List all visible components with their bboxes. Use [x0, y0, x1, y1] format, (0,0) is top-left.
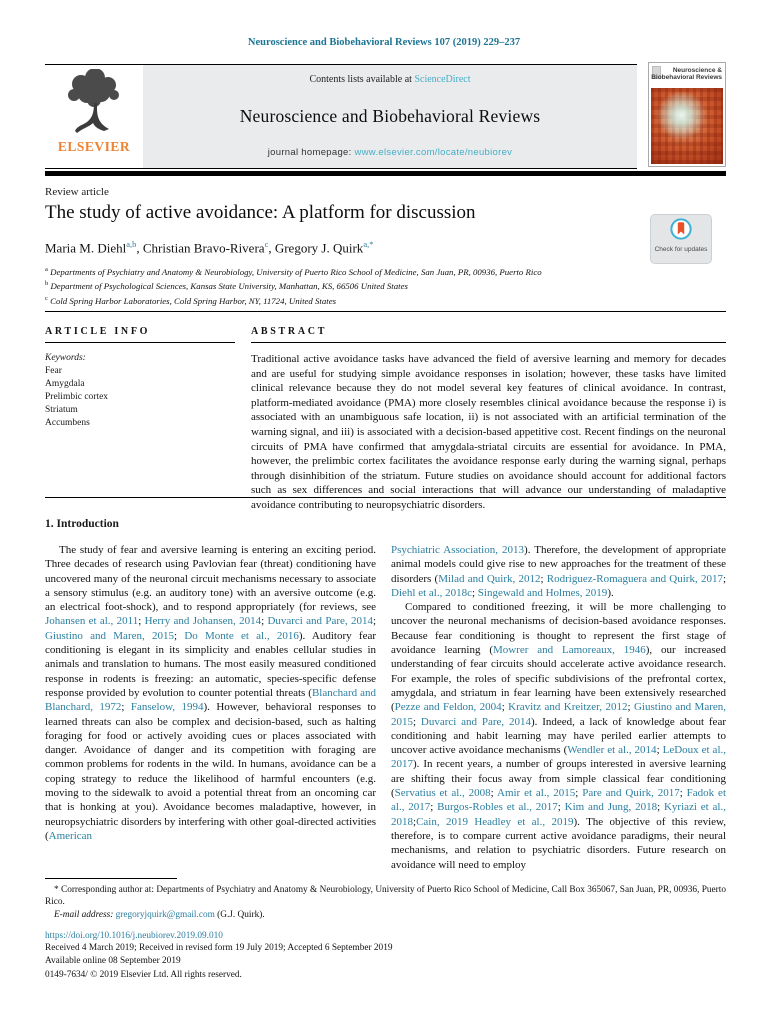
citation-link[interactable]: Pezze and Feldon, 2004 [394, 701, 502, 714]
text-run: ). The objective of this review, therefore, is to compare current active avoidance paradigms, their neural mechanisms, and relation to psychiatric disorders. Future research on avoidance will need to employ [391, 815, 726, 871]
footnote-block [45, 878, 726, 981]
intro-paragraph [391, 543, 726, 600]
author-name[interactable]: Maria M. Diehl [45, 240, 127, 256]
corresponding-author-note: * Corresponding author at: Departments of Psychiatry and Anatomy & Neurobiology, University of Puerto Rico School of Medicine, Call Box 365067, San Juan, PR, 00936, Puerto Rico. [45, 885, 726, 908]
citation-link[interactable]: American [48, 829, 93, 842]
abstract-heading: ABSTRACT [251, 326, 726, 343]
citation-link[interactable]: Giustino and Maren, 2015 [45, 629, 174, 642]
citation-link[interactable]: Mowrer and Lamoreaux, 1946 [493, 644, 646, 657]
sciencedirect-link[interactable]: ScienceDirect [414, 74, 471, 85]
author-affiliation-sup: a,* [363, 239, 374, 249]
citation-link[interactable]: Headley et al., 2019 [474, 815, 574, 828]
text-run: ; [261, 615, 268, 628]
check-for-updates-label: Check for updates [654, 246, 708, 253]
citation-link[interactable]: Wendler et al., 2014 [567, 744, 657, 757]
journal-cover-thumbnail[interactable] [648, 62, 726, 167]
text-run: ; [413, 815, 417, 828]
author-affiliation-sup: a,b [126, 239, 137, 249]
citation-link[interactable]: Fanselow, 1994 [130, 701, 204, 714]
text-run: ). In recent years, a number of groups interested in aversive learning are shifting their focus away from simple classical fear conditioning ( [391, 758, 726, 800]
article-info-heading: ARTICLE INFO [45, 326, 235, 343]
text-run: ; [656, 744, 663, 757]
text-run: ; [430, 801, 438, 814]
citation-link[interactable]: Kyriazi et al., 2018 [391, 801, 726, 828]
text-run: ; [121, 701, 131, 714]
elsevier-wordmark: ELSEVIER [57, 139, 131, 154]
cover-top [649, 63, 725, 88]
text-run: ; [471, 586, 478, 599]
keywords-label: Keywords: [45, 353, 86, 363]
check-for-updates-badge[interactable] [650, 214, 712, 264]
citation-link[interactable]: Cain, 2019 [416, 815, 468, 828]
article-info-column [45, 326, 235, 513]
received-dates: Received 4 March 2019; Received in revised form 19 July 2019; Accepted 6 September 2019 [45, 943, 393, 954]
text-run: ; [557, 801, 565, 814]
text-run: ), our increased understanding of fear circuits should accelerate active avoidance research. For example, the roles of specific subdivisions of the prefrontal cortex, amygdala, and striatum in fear learning have been extensively researched ( [391, 644, 727, 714]
citation-link[interactable]: Giustino and Maren, 2015 [391, 701, 726, 728]
citation-link[interactable]: Fadok et al., 2017 [391, 787, 726, 814]
doi-link[interactable]: https://doi.org/10.1016/j.neubiorev.2019.09.010 [45, 930, 223, 941]
text-run: ; [657, 801, 664, 814]
keyword: Fear [45, 366, 62, 376]
text-run: ; [501, 701, 509, 714]
citation-link[interactable]: LeDoux et al., 2017 [391, 744, 726, 771]
citation-link[interactable]: Burgos-Robles et al., 2017 [437, 801, 558, 814]
citation-link[interactable]: Milad and Quirk, 2012 [438, 572, 541, 585]
email-suffix: (G.J. Quirk). [214, 909, 265, 920]
abstract-column [251, 326, 726, 513]
text-run: ). Therefore, the development of appropriate animal models could give rise to new approaches for the treatment of these disorders ( [391, 544, 726, 585]
keyword: Accumbens [45, 418, 90, 428]
citation-link[interactable]: Psychiatric Association, 2013 [391, 544, 525, 556]
email-label: E-mail address: [54, 909, 114, 920]
text-run: ; [627, 701, 634, 714]
citation-link[interactable]: Blanchard and Blanchard, 1972 [45, 686, 376, 714]
citation-link[interactable]: Kravitz and Kreitzer, 2012 [508, 701, 628, 714]
section-rule [45, 497, 726, 498]
abstract-text: Traditional active avoidance tasks have advanced the field of aversive learning and memory for decades and are useful for studying simple avoidance responses in isolation; however, these tasks have limited clinical relevance because they do not model several key features of clinical avoidance. In contrast, platform-mediated avoidance (PMA) more closely resembles clinical avoidance because the response i) is associated with an unambiguous safe location, ii) is not associated with an artificial termination of the warning signal, and iii) is associated with a decision-based appetitive cost. Recent findings on the neuronal circuits of PMA have confirmed that amygdala-striatal circuits are essential for avoidance. In PMA, however, the prelimbic cortex facilitates the avoidance response early during the warning signal, perhaps through disinhibition of the striatum. Future studies on avoidance should account for additional factors such as sex differences and social interactions that will advance our understanding of maladaptive avoidance contributing to neuropsychiatric disorders. [251, 353, 726, 511]
author-name[interactable]: Christian Bravo-Rivera [142, 240, 265, 256]
homepage-prefix: journal homepage: [267, 147, 355, 158]
citation-link[interactable]: Herry and Johansen, 2014 [144, 615, 262, 628]
citation-link[interactable]: Diehl et al., 2018c [391, 586, 472, 599]
info-abstract-section [45, 326, 726, 513]
cover-artwork [651, 88, 723, 164]
author-name[interactable]: Gregory J. Quirk [274, 240, 364, 256]
keywords-list [45, 365, 235, 430]
header-divider-bar [45, 171, 726, 176]
footnote-rule [45, 878, 177, 879]
intro-paragraph [391, 600, 726, 872]
text-run: ). Indeed, a lack of knowledge about fear conditioning and habit learning may have periled earlier attempts to uncover active avoidance mechanisms ( [391, 715, 726, 757]
text-run: ; [679, 787, 687, 800]
email-link[interactable]: gregoryjquirk@gmail.com [115, 909, 215, 920]
citation-link[interactable]: Pare and Quirk, 2017 [582, 787, 680, 800]
copyright-line: 0149-7634/ © 2019 Elsevier Ltd. All rights reserved. [45, 969, 242, 980]
body-column-right [391, 543, 726, 872]
text-run: ; [575, 787, 583, 800]
affiliation: $^a$ Departments of Psychiatry and Anatomy & Neurobiology, University of Puerto Rico School of Medicine, San Juan, PR, 00936, Puerto Rico [45, 266, 542, 277]
keyword: Amygdala [45, 379, 85, 389]
citation-link[interactable]: Rodriguez-Romaguera and Quirk, 2017 [546, 572, 723, 585]
elsevier-logo[interactable] [45, 65, 143, 168]
text-run: ). [607, 586, 614, 599]
text-run: ). Auditory fear conditioning is elegant in its simplicity and enables cellular studies in animals and translation to humans. The most easily measured conditioned response in rodents is freezing: an automatic, species-specific defense response provided by evolution to counter potential threats ( [45, 629, 376, 699]
homepage-link[interactable]: www.elsevier.com/locate/neubiorev [354, 147, 513, 158]
keyword: Striatum [45, 405, 78, 415]
keyword: Prelimbic cortex [45, 392, 109, 402]
text-run: ; [413, 715, 421, 728]
journal-masthead [143, 65, 637, 168]
author-line: Maria M. Diehl$^{a,b}$, Christian Bravo-Rivera$^c$, Gregory J. Quirk$^{a,*}$ [45, 239, 374, 256]
citation-link[interactable]: Duvarci and Pare, 2014 [267, 615, 373, 628]
citation-link[interactable]: Do Monte et al., 2016 [184, 629, 299, 642]
text-run: The study of fear and aversive learning is entering an exciting period. Three decades of research using Pavlovian fear (threat) conditioning have uncovered many of the neuronal circuit mechanisms necessary to associate a sensory stimulus (e.g. an auditory tone) with an aversive outcome (e.g. an electrical foot-shock), and to respond appropriately (for reviews, see [45, 544, 376, 614]
introduction-heading: 1. Introduction [45, 518, 119, 530]
text-run: ; [174, 629, 185, 642]
check-for-updates-icon [670, 218, 692, 245]
publication-meta [45, 930, 726, 981]
citation-link[interactable]: Kim and Jung, 2018 [564, 801, 658, 814]
homepage-line [268, 147, 512, 158]
email-line [45, 909, 726, 921]
article-title: The study of active avoidance: A platform for discussion [45, 202, 476, 223]
contents-line [309, 74, 470, 85]
text-run: ; [372, 615, 377, 628]
text-run: ; [722, 572, 727, 585]
citation-link[interactable]: Duvarci and Pare, 2014 [420, 715, 531, 728]
affiliations-block [45, 264, 645, 307]
affiliation: $^c$ Cold Spring Harbor Laboratories, Cold Spring Harbor, NY, 11724, United States [45, 294, 337, 306]
citation-link[interactable]: Singewald and Holmes, 2019 [477, 586, 608, 599]
affiliation: $^b$ Department of Psychological Sciences, Kansas State University, Manhattan, KS, 66506 United States [45, 280, 408, 292]
elsevier-tree-icon [63, 69, 125, 140]
body-column-left [45, 543, 376, 843]
citation-link[interactable]: Johansen et al., 2011 [45, 615, 139, 628]
contents-prefix: Contents lists available at [309, 74, 415, 85]
text-run: ; [138, 615, 145, 628]
article-type-label: Review article [45, 186, 109, 198]
intro-paragraph [45, 543, 376, 843]
journal-title: Neuroscience and Biobehavioral Reviews [239, 105, 541, 126]
available-online: Available online 08 September 2019 [45, 956, 181, 967]
journal-header [45, 64, 637, 169]
cover-journal-title: Neuroscience & Biobehavioral Reviews [651, 67, 722, 81]
author-affiliation-sup: c [264, 239, 269, 249]
text-run: Compared to conditioned freezing, it will be more challenging to uncover the neuronal mechanisms of decision-based avoidance responses. Because fear conditioning is thought to represent the first stage of avoidance learning ( [391, 601, 726, 657]
section-rule [45, 311, 726, 312]
citation-link[interactable]: Amir et al., 2015 [497, 787, 576, 800]
citation-link[interactable]: Servatius et al., 2008 [394, 787, 491, 800]
text-run: ; [540, 572, 547, 585]
text-run: ). However, behavioral responses to learned threats can also be complex and decision-based, such as halting foraging for food or actively avoiding cues or places associated with danger. Avoidance of danger and its competition with foraging are common problems for rodents in the wild. In humans, avoidance can be a coping strategy to reduce the likelihood of harmful encounters (e.g. moving to the sidewalk to avoid a potential threat from an oncoming car that is honking at you). Avoidance becomes maladaptive, however, in neuropsychiatric disorders by interfering with other goal-directed activities ( [45, 701, 377, 842]
text-run: ; [490, 787, 497, 800]
journal-citation-line[interactable]: Neuroscience and Biobehavioral Reviews 107 (2019) 229–237 [247, 37, 521, 48]
